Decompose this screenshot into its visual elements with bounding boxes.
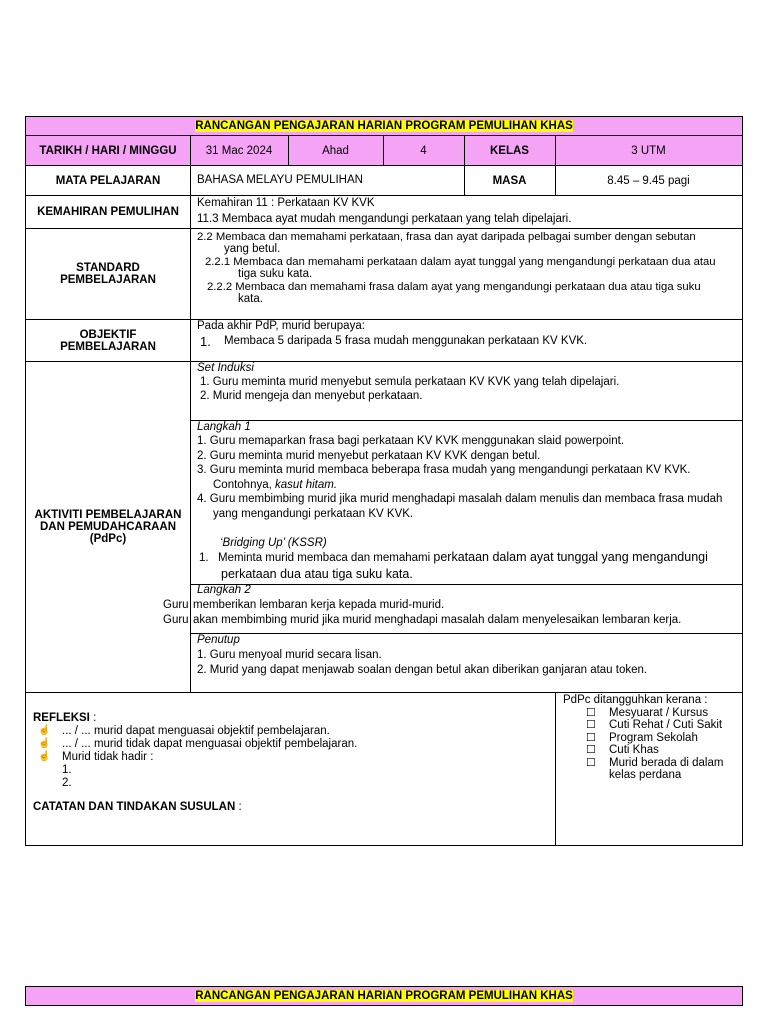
activity-label-line-2: DAN PEMUDAHCARAAN bbox=[39, 521, 177, 533]
date-label: TARIKH / HARI / MINGGU bbox=[39, 144, 177, 157]
step-1-item-4b: yang mengandungi perkataan KV KVK. bbox=[213, 508, 414, 520]
hand-icon: ☝ bbox=[38, 751, 51, 762]
step-2-item-2: akan membimbing murid jika murid menghadapi masalah dalam menyelesaikan lembaran kerja. bbox=[193, 614, 682, 626]
step-1-item-4a: 4. Guru membimbing murid jika murid menghadapi masalah dalam menulis dan membaca frasa mudah bbox=[197, 493, 723, 505]
set-induction-1: 1. Guru meminta murid menyebut semula perkataan KV KVK yang telah dipelajari. bbox=[200, 376, 620, 388]
reflection-item-2: ... / ... murid tidak dapat menguasai objektif pembelajaran. bbox=[62, 738, 358, 750]
closing-item-2: 2. Murid yang dapat menjawab soalan dengan betul akan diberikan ganjaran atau token. bbox=[197, 664, 648, 676]
standard-3b: kata. bbox=[238, 293, 263, 305]
standard-2b: tiga suku kata. bbox=[238, 268, 313, 280]
week-value: 4 bbox=[420, 144, 427, 157]
footer-title: RANCANGAN PENGAJARAN HARIAN PROGRAM PEMULIHAN KHAS bbox=[195, 990, 573, 1002]
checkbox-icon[interactable]: ☐ bbox=[586, 719, 596, 731]
objective-number: 1. bbox=[200, 334, 211, 349]
objective-item: Membaca 5 daripada 5 frasa mudah menggunakan perkataan KV KVK. bbox=[224, 335, 588, 347]
absent-line-1: 1. bbox=[62, 764, 72, 776]
subject-value: BAHASA MELAYU PEMULIHAN bbox=[197, 174, 363, 186]
header-title-cell bbox=[26, 117, 742, 135]
standard-label-line-1: STANDARD bbox=[76, 262, 140, 274]
skill-line-2: 11.3 Membaca ayat mudah mengandungi perkataan yang telah dipelajari. bbox=[197, 213, 572, 225]
reflection-title: REFLEKSI bbox=[33, 712, 90, 724]
example-phrase: kasut hitam. bbox=[275, 479, 338, 491]
time-value: 8.45 – 9.45 pagi bbox=[607, 174, 690, 187]
footer-title-cell bbox=[25, 986, 743, 1006]
skill-line-1: Kemahiran 11 : Perkataan KV KVK bbox=[197, 197, 375, 209]
step-2-title: Langkah 2 bbox=[197, 584, 251, 596]
standard-1a: 2.2 Membaca dan memahami perkataan, frasa dan ayat daripada pelbagai sumber dengan sebutan bbox=[197, 231, 696, 243]
reflection-item-3: Murid tidak hadir : bbox=[62, 751, 154, 763]
reflection-colon: : bbox=[89, 712, 97, 724]
notes-heading bbox=[33, 801, 242, 813]
time-label: MASA bbox=[492, 174, 527, 187]
header-title: RANCANGAN PENGAJARAN HARIAN PROGRAM PEMULIHAN KHAS bbox=[195, 120, 573, 132]
step-2-item-1: memberikan lembaran kerja kepada murid-murid. bbox=[193, 599, 445, 611]
objective-intro: Pada akhir PdP, murid berupaya: bbox=[197, 320, 365, 332]
step-1-title: Langkah 1 bbox=[197, 421, 251, 433]
bridging-item-line-1 bbox=[218, 550, 708, 564]
postponed-option-1: Mesyuarat / Kursus bbox=[609, 707, 709, 719]
reflection-heading bbox=[33, 712, 96, 724]
class-label: KELAS bbox=[490, 144, 529, 157]
standard-3a: 2.2.2 Membaca dan memahami frasa dalam ayat yang mengandungi perkataan dua atau tiga suku bbox=[207, 281, 701, 293]
objective-label bbox=[26, 320, 190, 361]
step-1-item-1: 1. Guru memaparkan frasa bagi perkataan KV KVK menggunakan slaid powerpoint. bbox=[197, 435, 625, 447]
bridging-item-part-a: Meminta murid membaca dan memahami bbox=[218, 552, 434, 564]
objective-label-line-2: PEMBELAJARAN bbox=[60, 340, 156, 353]
closing-title: Penutup bbox=[197, 634, 240, 646]
postponed-title: PdPc ditangguhkan kerana : bbox=[563, 694, 708, 706]
step-1-item-2: 2. Guru meminta murid menyebut perkataan KV KVK dengan betul. bbox=[197, 450, 541, 462]
step-2-item-2-guru: Guru bbox=[163, 614, 189, 626]
postponed-option-3: Program Sekolah bbox=[609, 732, 698, 744]
checkbox-icon[interactable]: ☐ bbox=[586, 744, 596, 756]
set-induction-2: 2. Murid mengeja dan menyebut perkataan. bbox=[200, 390, 423, 402]
postponed-option-2: Cuti Rehat / Cuti Sakit bbox=[609, 719, 723, 731]
postponed-option-5: Murid berada di dalam bbox=[609, 757, 724, 769]
step-1-item-3: 3. Guru meminta murid membaca beberapa frasa mudah yang mengandungi perkataan KV KVK. bbox=[197, 464, 691, 476]
bridging-item-part-b: perkataan dalam ayat tunggal yang mengandungi bbox=[433, 550, 708, 564]
standard-2a: 2.2.1 Membaca dan memahami perkataan dalam ayat tunggal yang mengandungi perkataan dua atau bbox=[205, 256, 716, 268]
subject-label: MATA PELAJARAN bbox=[55, 174, 161, 187]
notes-colon: : bbox=[235, 801, 242, 813]
skill-label: KEMAHIRAN PEMULIHAN bbox=[37, 206, 179, 218]
standard-label bbox=[26, 229, 190, 319]
absent-line-2: 2. bbox=[62, 777, 72, 789]
notes-title: CATATAN DAN TINDAKAN SUSULAN bbox=[33, 801, 236, 813]
bridging-number: 1. bbox=[199, 552, 209, 564]
hand-icon: ☝ bbox=[38, 738, 51, 749]
postponed-option-5b: kelas perdana bbox=[609, 769, 682, 781]
activity-label-line-1: AKTIVITI PEMBELAJARAN bbox=[34, 509, 182, 521]
checkbox-icon[interactable]: ☐ bbox=[586, 757, 596, 769]
checkbox-icon[interactable]: ☐ bbox=[586, 732, 596, 744]
step-2-item-1-guru: Guru bbox=[163, 599, 189, 611]
checkbox-icon[interactable]: ☐ bbox=[586, 707, 596, 719]
example-prefix: Contohnya, bbox=[213, 479, 276, 491]
objective-label-line-1: OBJEKTIF bbox=[79, 328, 137, 341]
day-value: Ahad bbox=[322, 144, 349, 157]
date-value: 31 Mac 2024 bbox=[205, 144, 273, 157]
activity-label bbox=[26, 362, 190, 692]
reflection-item-1: ... / ... murid dapat menguasai objektif pembelajaran. bbox=[62, 725, 330, 737]
set-induction-title: Set Induksi bbox=[197, 362, 254, 374]
postponed-option-4: Cuti Khas bbox=[609, 744, 659, 756]
class-value: 3 UTM bbox=[631, 144, 666, 157]
hand-icon: ☝ bbox=[38, 725, 51, 736]
bridging-title: ‘Bridging Up’ (KSSR) bbox=[220, 537, 327, 549]
closing-item-1: 1. Guru menyoal murid secara lisan. bbox=[197, 649, 382, 661]
bridging-item-line-2: perkataan dua atau tiga suku kata. bbox=[221, 567, 413, 581]
step-1-item-3-example bbox=[213, 479, 337, 491]
activity-label-line-3: (PdPc) bbox=[89, 533, 127, 545]
standard-1b: yang betul. bbox=[224, 243, 281, 255]
standard-label-line-2: PEMBELAJARAN bbox=[60, 274, 156, 286]
